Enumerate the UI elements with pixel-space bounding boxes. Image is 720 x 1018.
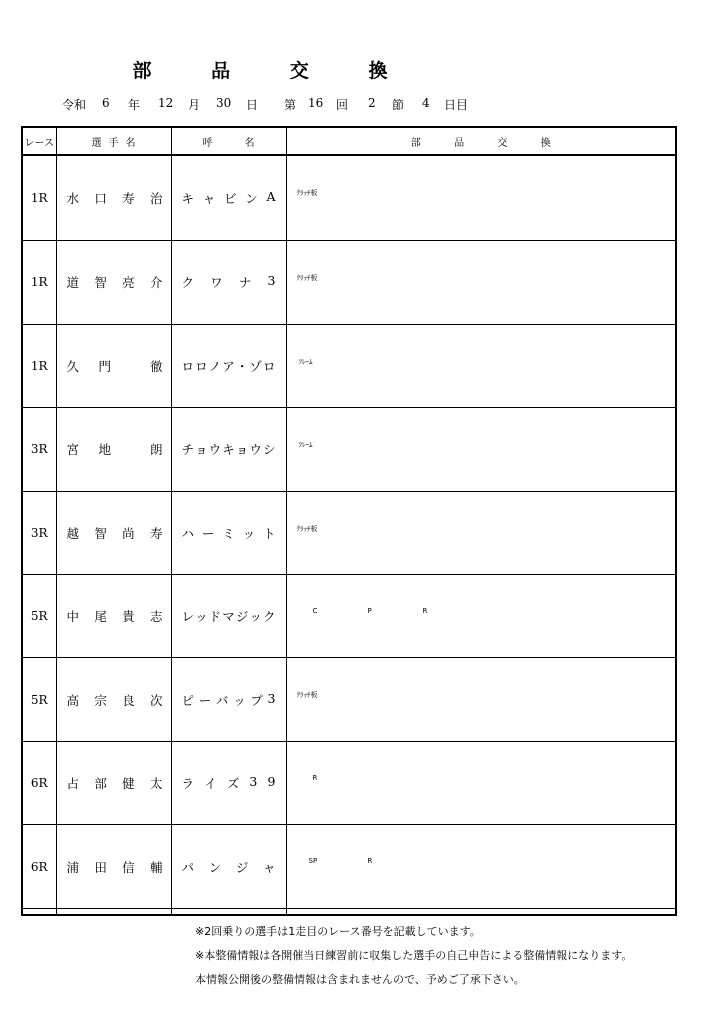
call-name-char: シ [262, 442, 276, 458]
header-char: 部 [410, 137, 421, 149]
part-label: R [367, 857, 373, 866]
table-row [22, 658, 676, 741]
part-label: ｸﾗｯﾁ板 [296, 274, 318, 283]
header-name-label [92, 134, 136, 149]
racer-name-char: 介 [149, 275, 163, 291]
call-name-char: ミ [222, 525, 235, 541]
racer-name-cell [56, 825, 171, 908]
racer-name-char: 高 [66, 692, 80, 708]
call-name-char: ロ [195, 358, 208, 374]
racer-name-char: 良 [122, 692, 135, 708]
call-name-cell [171, 155, 286, 241]
header-call-label [203, 134, 255, 149]
call-name-cell [171, 408, 286, 491]
year-unit: 年 [128, 98, 141, 112]
call-name-char: ゾ [249, 358, 262, 374]
parts-cell [286, 155, 676, 241]
call-name-char: ー [198, 692, 212, 708]
race-cell: 5R [22, 574, 56, 657]
header-race-label: レース [24, 137, 54, 149]
race-cell [22, 908, 56, 915]
parts-cell [286, 324, 676, 407]
header-row [22, 127, 676, 155]
part-label: ｸﾗｯﾁ板 [296, 691, 318, 700]
racer-name-char: 寿 [122, 191, 135, 207]
race-cell: 3R [22, 408, 56, 491]
notes [195, 920, 632, 992]
call-name-char: バ [215, 692, 229, 708]
call-name-char: ャ [202, 191, 216, 207]
call-name-char: レ [181, 609, 195, 625]
racer-name-char: 水 [66, 191, 80, 207]
header-call [171, 127, 286, 155]
call-name-char: ク [181, 275, 195, 291]
title-char: 品 [211, 60, 231, 82]
call-name-cell [171, 825, 286, 908]
parts-cell [286, 741, 676, 824]
table-row [22, 908, 676, 915]
header-char: 名 [125, 137, 136, 149]
call-name-char: チ [181, 442, 195, 458]
racer-name [67, 774, 163, 792]
racer-name-char: 宗 [94, 692, 107, 708]
table-row [22, 741, 676, 824]
title-char: 換 [368, 60, 388, 82]
racer-name [67, 691, 163, 709]
call-name-char: ャ [262, 859, 276, 875]
race-cell: 5R [22, 658, 56, 741]
page-title [130, 56, 390, 80]
era: 令和 [62, 98, 87, 112]
header-parts-label [411, 134, 551, 149]
setsu: 節 [392, 98, 405, 112]
nichime-number: 4 [422, 96, 430, 110]
call-name-char: ッ [242, 525, 256, 541]
year: 6 [102, 96, 110, 110]
call-name [182, 774, 276, 792]
racer-name-cell [56, 324, 171, 407]
racer-name-char: 徹 [149, 358, 163, 374]
header-parts [286, 127, 676, 155]
racer-name-char: 久 [66, 358, 80, 374]
header-char: 名 [244, 137, 255, 149]
call-name-char: ウ [208, 442, 222, 458]
table-row [22, 825, 676, 908]
call-name-char: ッ [249, 609, 262, 625]
call-name [182, 440, 276, 458]
parts-cell [286, 241, 676, 324]
title-char: 部 [132, 60, 152, 82]
call-name [182, 524, 276, 542]
call-name-char: ド [208, 609, 222, 625]
racer-name-cell [56, 658, 171, 741]
racer-name-cell [56, 574, 171, 657]
day-unit: 日 [246, 98, 259, 112]
racer-name-char: 智 [94, 525, 107, 541]
racer-name-char: 中 [66, 609, 80, 625]
call-name-cell [171, 658, 286, 741]
call-name-char: プ [250, 692, 263, 708]
race-cell: 1R [22, 324, 56, 407]
racer-name [67, 440, 163, 458]
call-name-char: ア [222, 358, 235, 374]
dai: 第 [284, 98, 297, 112]
call-name-char: ・ [235, 358, 249, 374]
parts-cell [286, 408, 676, 491]
call-name-cell [171, 741, 286, 824]
call-name-char: 3 [249, 774, 258, 790]
racer-name-char: 智 [94, 275, 107, 291]
part-label: ｸﾗｯﾁ板 [296, 189, 318, 197]
kai-number: 16 [308, 96, 324, 110]
parts-cell [286, 825, 676, 908]
racer-name-char: 部 [94, 776, 107, 792]
part-label: R [312, 773, 318, 782]
call-name-char: ロ [181, 358, 195, 374]
header-char: 呼 [202, 137, 213, 149]
setsu-number: 2 [368, 96, 376, 110]
racer-name [67, 858, 163, 876]
header-race [22, 127, 56, 155]
racer-name-char: 志 [149, 609, 163, 625]
header-char: 交 [497, 137, 508, 149]
racer-name-char: 尚 [122, 525, 135, 541]
call-name [182, 273, 276, 291]
table-row [22, 155, 676, 241]
call-name-cell [171, 241, 286, 324]
call-name-char: ッ [233, 692, 246, 708]
racer-name-char: 貴 [122, 609, 135, 625]
call-name-char: ー [201, 525, 215, 541]
racer-name-char: 田 [94, 859, 107, 875]
table-row [22, 324, 676, 407]
table-row [22, 491, 676, 574]
part-label: P [367, 606, 372, 615]
part-label: ﾌﾚｰﾑ [298, 357, 313, 366]
call-name-char: 3 [267, 273, 276, 289]
call-name-char: ク [262, 609, 276, 625]
call-name-char: ョ [235, 442, 249, 458]
racer-name [67, 189, 163, 207]
part-label: SP [308, 857, 318, 866]
racer-name [67, 524, 163, 542]
racer-name-char: 寿 [149, 525, 163, 541]
table-row [22, 574, 676, 657]
call-name-cell [171, 908, 286, 915]
call-name-char: マ [222, 609, 235, 625]
racer-name-char: 占 [66, 776, 80, 792]
call-name-char: ノ [208, 358, 222, 374]
call-name-char: キ [222, 442, 235, 458]
race-cell: 1R [22, 155, 56, 241]
racer-name [67, 273, 163, 291]
racer-name-cell [56, 408, 171, 491]
table-row [22, 241, 676, 324]
racer-name-cell [56, 155, 171, 241]
parts-cell [286, 491, 676, 574]
call-name-char: A [266, 189, 276, 205]
racer-name-char: 朗 [149, 442, 163, 458]
call-name-char: ズ [226, 776, 240, 792]
call-name-char: ラ [181, 776, 195, 792]
header-name [56, 127, 171, 155]
racer-name-cell [56, 908, 171, 915]
racer-name-char: 太 [149, 776, 163, 792]
part-label: R [422, 606, 428, 615]
call-name-char: ピ [181, 692, 195, 708]
racer-name-cell [56, 491, 171, 574]
call-name-char: ョ [195, 442, 208, 458]
call-name-char: 3 [267, 690, 276, 706]
header-char: 手 [108, 137, 119, 149]
header-char: 選 [91, 137, 102, 149]
call-name-cell [171, 574, 286, 657]
racer-name-char: 輔 [149, 859, 163, 875]
call-name-char: ト [262, 525, 276, 541]
racer-name-cell [56, 741, 171, 824]
call-name-char: ジ [235, 609, 249, 625]
nichime: 日目 [444, 98, 469, 112]
call-name [182, 357, 276, 375]
call-name-char: キ [181, 191, 195, 207]
call-name [182, 189, 276, 207]
racer-name-char: 信 [122, 859, 135, 875]
racer-name-char: 地 [98, 442, 112, 458]
parts-exchange-table [21, 126, 677, 916]
parts-cell [286, 574, 676, 657]
racer-name-char: 治 [149, 191, 163, 207]
month-unit: 月 [188, 98, 201, 112]
racer-name [67, 607, 163, 625]
racer-name-char: 門 [98, 358, 112, 374]
racer-name-char: 尾 [94, 609, 107, 625]
call-name-char: ナ [238, 275, 252, 291]
header-char: 換 [540, 137, 551, 149]
call-name-char: 9 [267, 774, 276, 790]
call-name-char: ウ [249, 442, 262, 458]
call-name-cell [171, 491, 286, 574]
racer-name-char: 越 [66, 525, 80, 541]
racer-name-char: 健 [122, 776, 135, 792]
note-line: ※2回乗りの選手は1走目のレース番号を記載しています。 [195, 925, 481, 938]
call-name-char: ジ [235, 859, 249, 875]
call-name [182, 858, 276, 876]
racer-name-char: 次 [149, 692, 163, 708]
racer-name-char: 道 [66, 275, 80, 291]
title-char: 交 [289, 60, 309, 82]
call-name-char: ロ [262, 358, 276, 374]
call-name-char: イ [204, 776, 217, 792]
parts-cell [286, 658, 676, 741]
call-name [182, 691, 276, 709]
racer-name-char: 亮 [122, 275, 135, 291]
race-cell: 6R [22, 825, 56, 908]
call-name-char: ン [245, 191, 258, 207]
call-name-char: ワ [210, 275, 223, 291]
call-name-char: ッ [195, 609, 208, 625]
race-cell: 1R [22, 241, 56, 324]
call-name-char: ハ [181, 525, 195, 541]
note-line: ※本整備情報は各開催当日練習前に収集した選手の自己申告による整備情報になります。 [195, 949, 633, 962]
parts-cell [286, 908, 676, 915]
racer-name-char: 浦 [66, 859, 80, 875]
part-label: ｸﾗｯﾁ板 [296, 524, 318, 533]
racer-name-char: 口 [94, 191, 107, 207]
call-name-char: パ [181, 859, 195, 875]
note-line: 本情報公開後の整備情報は含まれませんので、予めご了承下さい。 [195, 973, 525, 986]
part-label: C [312, 606, 318, 615]
racer-name-cell [56, 241, 171, 324]
call-name-char: ン [208, 859, 222, 875]
call-name-cell [171, 324, 286, 407]
racer-name [67, 357, 163, 375]
month: 12 [158, 96, 174, 110]
table-row [22, 408, 676, 491]
header-char: 品 [454, 137, 465, 149]
race-cell: 3R [22, 491, 56, 574]
kai: 回 [336, 98, 349, 112]
call-name [182, 607, 276, 625]
racer-name-char: 宮 [66, 442, 80, 458]
race-cell: 6R [22, 741, 56, 824]
part-label: ﾌﾚｰﾑ [298, 441, 313, 450]
day: 30 [216, 96, 232, 110]
call-name-char: ビ [223, 191, 237, 207]
